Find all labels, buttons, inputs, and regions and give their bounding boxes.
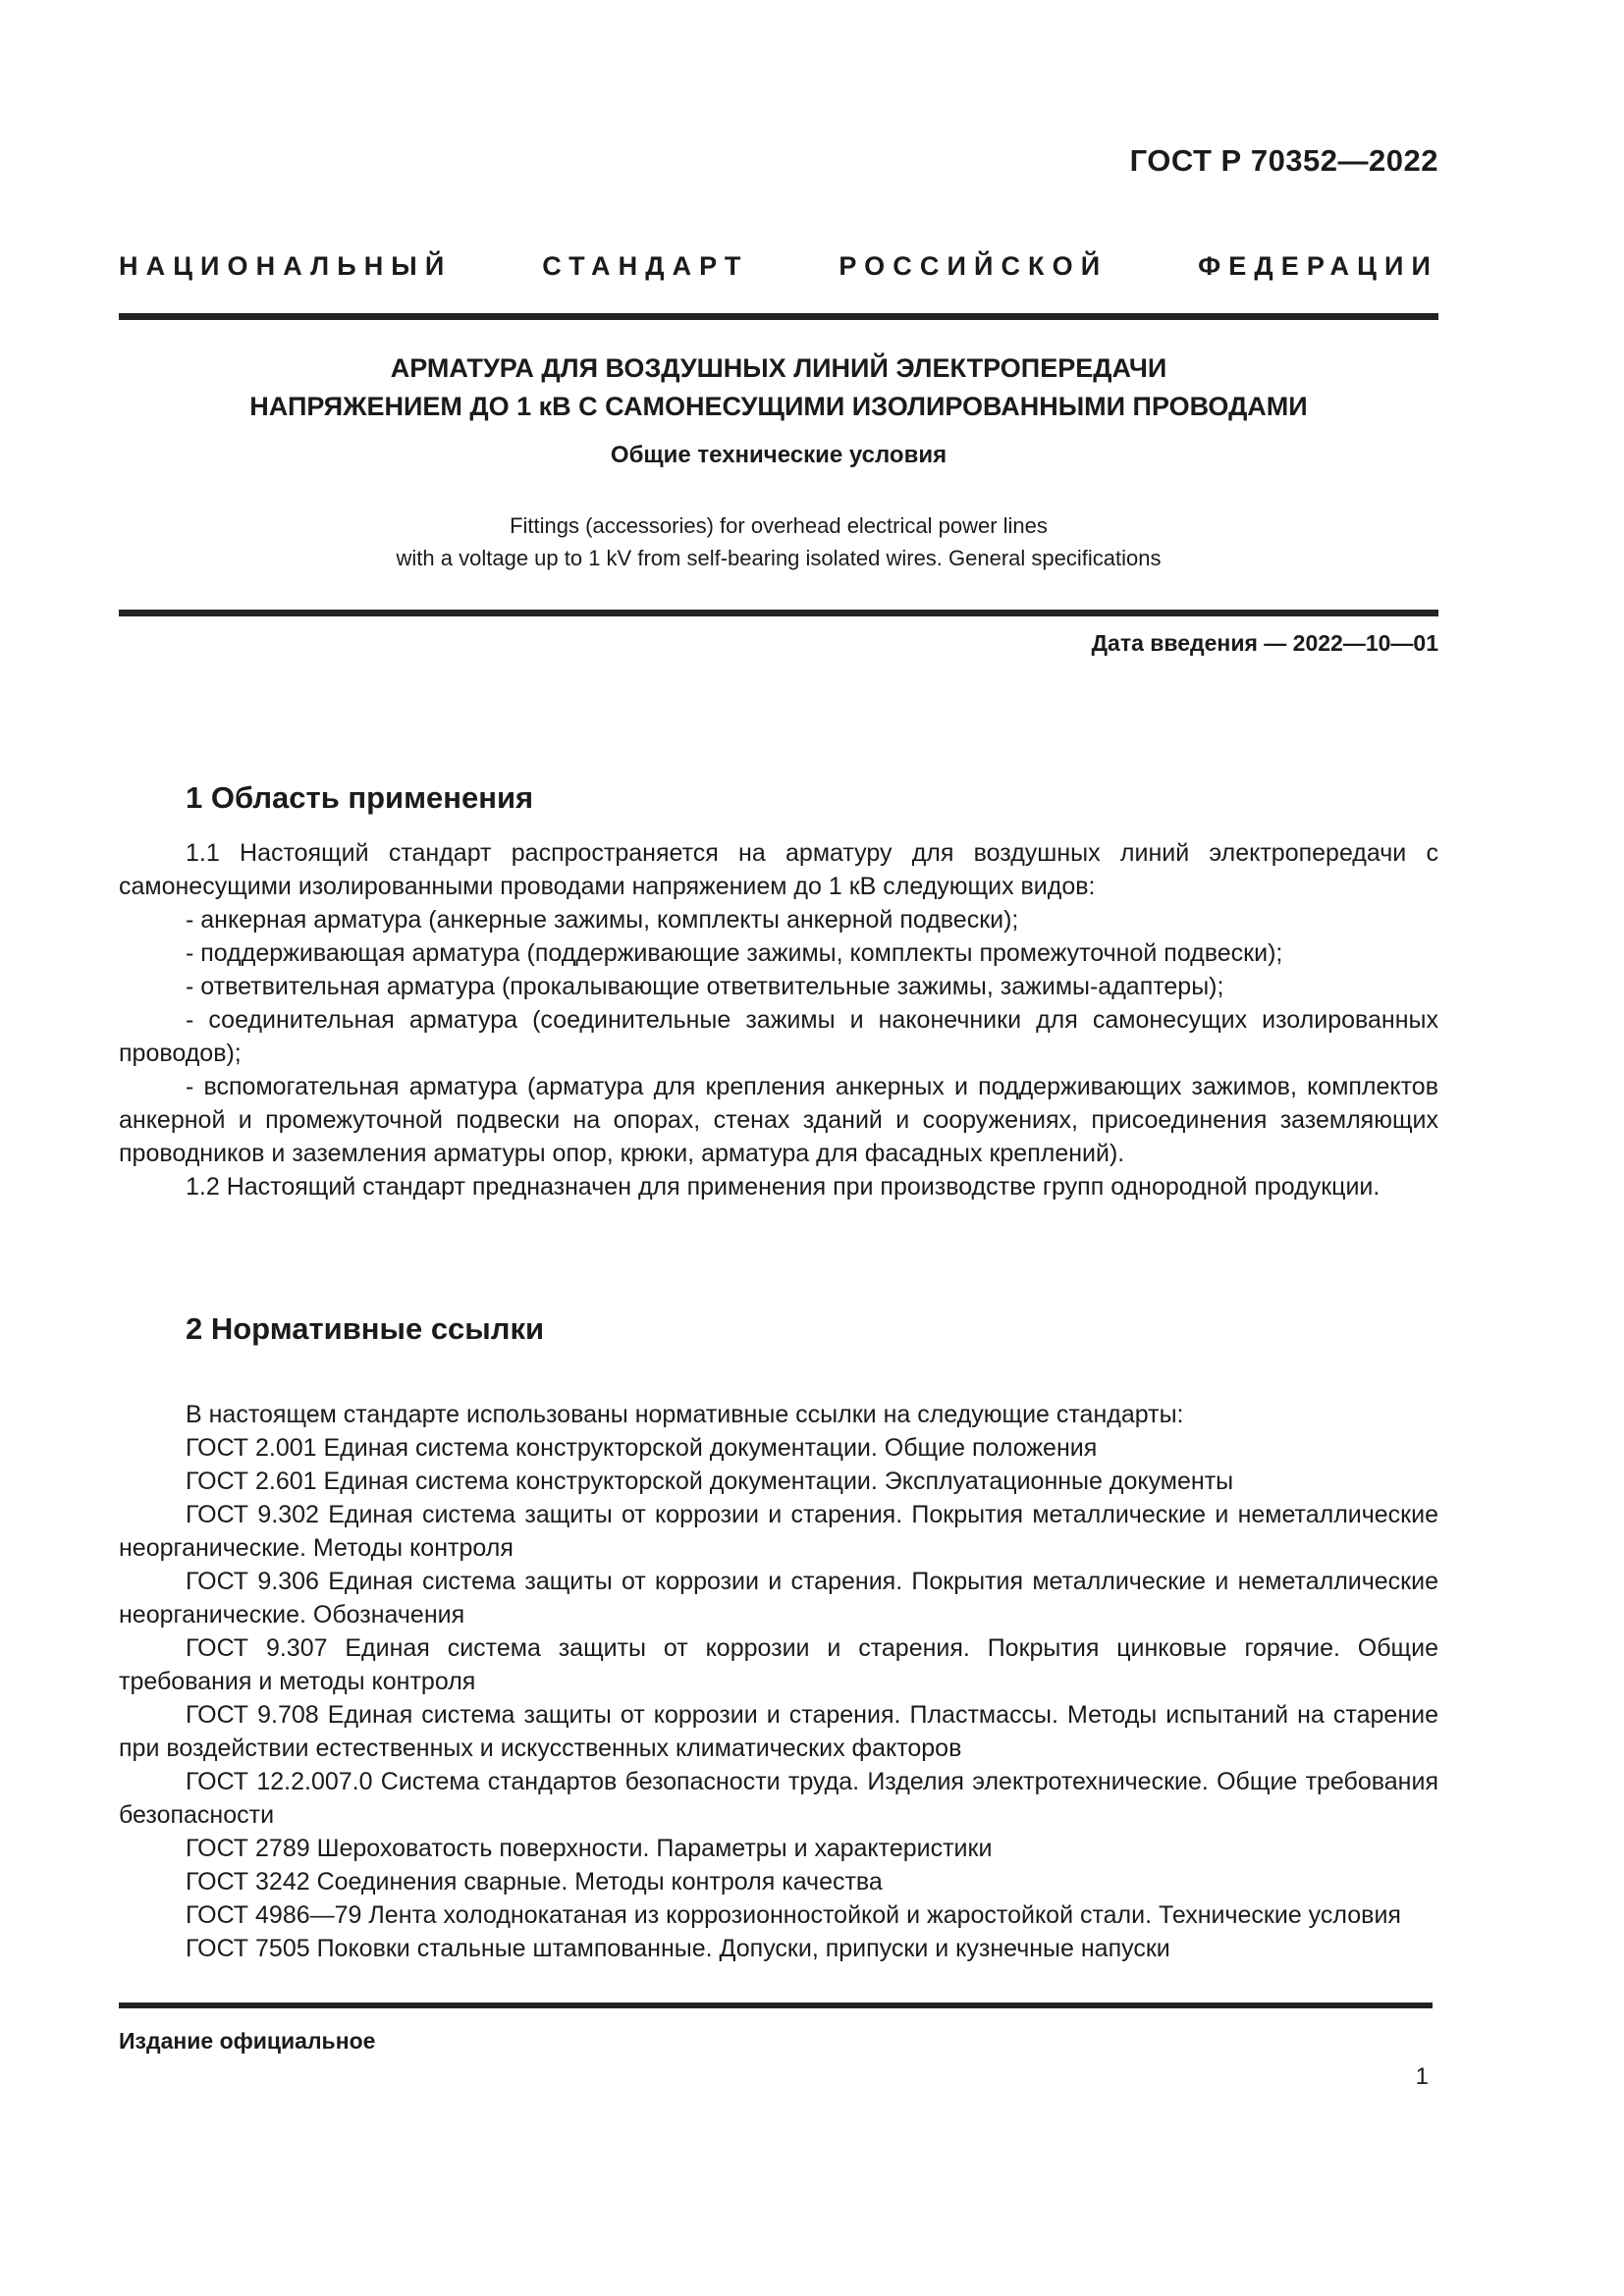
page-number: 1 <box>1415 2063 1429 2090</box>
list-item: - соединительная арматура (соединительные зажимы и наконечники для самонесущих изолированных проводов); <box>119 1006 1438 1067</box>
doc-title-english-line-1: Fittings (accessories) for overhead electrical power lines <box>510 513 1048 538</box>
reference-item: ГОСТ 3242 Соединения сварные. Методы контроля качества <box>186 1868 883 1896</box>
reference-item: ГОСТ 4986—79 Лента холоднокатаная из коррозионностойкой и жаростойкой стали. Технические условия <box>186 1901 1401 1929</box>
footer-rule <box>119 2002 1433 2008</box>
reference-item: ГОСТ 2.601 Единая система конструкторской документации. Эксплуатационные документы <box>186 1468 1234 1495</box>
doc-subtitle: Общие технические условия <box>610 442 947 468</box>
reference-item: ГОСТ 7505 Поковки стальные штампованные. Допуски, припуски и кузнечные напуски <box>186 1935 1170 1962</box>
doc-number: ГОСТ Р 70352—2022 <box>1129 143 1438 178</box>
official-edition-note: Издание официальное <box>119 2028 376 2054</box>
header-rule <box>119 313 1438 320</box>
section-2-heading: 2 Нормативные ссылки <box>186 1311 545 1346</box>
effective-date: Дата введения — 2022—10—01 <box>1091 630 1438 656</box>
standard-type-banner: НАЦИОНАЛЬНЫЙ СТАНДАРТ РОССИЙСКОЙ ФЕДЕРАЦИИ <box>119 251 1438 281</box>
doc-title-line-1: АРМАТУРА ДЛЯ ВОЗДУШНЫХ ЛИНИЙ ЭЛЕКТРОПЕРЕДАЧИ <box>390 353 1167 383</box>
doc-title <box>119 349 1438 426</box>
title-rule <box>119 610 1438 616</box>
paragraph: 1.1 Настоящий стандарт распространяется на арматуру для воздушных линий электропередачи с самонесущими изолированными проводами напряжением до 1 кВ следующих видов: <box>119 839 1438 900</box>
doc-title-english-line-2: with a voltage up to 1 kV from self-bearing isolated wires. General specifications <box>396 546 1162 570</box>
reference-item: ГОСТ 9.302 Единая система защиты от коррозии и старения. Покрытия металлические и неметаллические неорганические. Методы контроля <box>119 1501 1438 1562</box>
reference-item: ГОСТ 2.001 Единая система конструкторской документации. Общие положения <box>186 1434 1098 1462</box>
doc-title-line-2: НАПРЯЖЕНИЕМ ДО 1 кВ С САМОНЕСУЩИМИ ИЗОЛИРОВАННЫМИ ПРОВОДАМИ <box>249 392 1308 421</box>
section-2-body <box>119 1398 1438 1965</box>
reference-item: ГОСТ 9.708 Единая система защиты от коррозии и старения. Пластмассы. Методы испытаний на старение при воздействии естественных и искусственных климатических факторов <box>119 1701 1438 1762</box>
paragraph: 1.2 Настоящий стандарт предназначен для применения при производстве групп однородной продукции. <box>186 1173 1380 1201</box>
paragraph: В настоящем стандарте использованы нормативные ссылки на следующие стандарты: <box>186 1401 1184 1428</box>
reference-item: ГОСТ 9.307 Единая система защиты от коррозии и старения. Покрытия цинковые горячие. Общие требования и методы контроля <box>119 1634 1438 1695</box>
section-1-body <box>119 836 1438 1203</box>
reference-item: ГОСТ 2789 Шероховатость поверхности. Параметры и характеристики <box>186 1835 993 1862</box>
reference-item: ГОСТ 9.306 Единая система защиты от коррозии и старения. Покрытия металлические и неметаллические неорганические. Обозначения <box>119 1568 1438 1629</box>
list-item: - ответвительная арматура (прокалывающие ответвительные зажимы, зажимы-адаптеры); <box>186 973 1224 1000</box>
list-item: - поддерживающая арматура (поддерживающие зажимы, комплекты промежуточной подвески); <box>186 939 1283 967</box>
list-item: - вспомогательная арматура (арматура для крепления анкерных и поддерживающих зажимов, комплектов анкерной и промежуточной подвески на опорах, стенах зданий и сооружениях, присоединения заземляющих проводников и заземления арматуры опор, крюки, арматура для фасадных креплений). <box>119 1073 1438 1167</box>
reference-item: ГОСТ 12.2.007.0 Система стандартов безопасности труда. Изделия электротехнические. Общие требования безопасности <box>119 1768 1438 1829</box>
list-item: - анкерная арматура (анкерные зажимы, комплекты анкерной подвески); <box>186 906 1019 934</box>
section-1-heading: 1 Область применения <box>186 780 534 815</box>
doc-title-english <box>119 509 1438 574</box>
